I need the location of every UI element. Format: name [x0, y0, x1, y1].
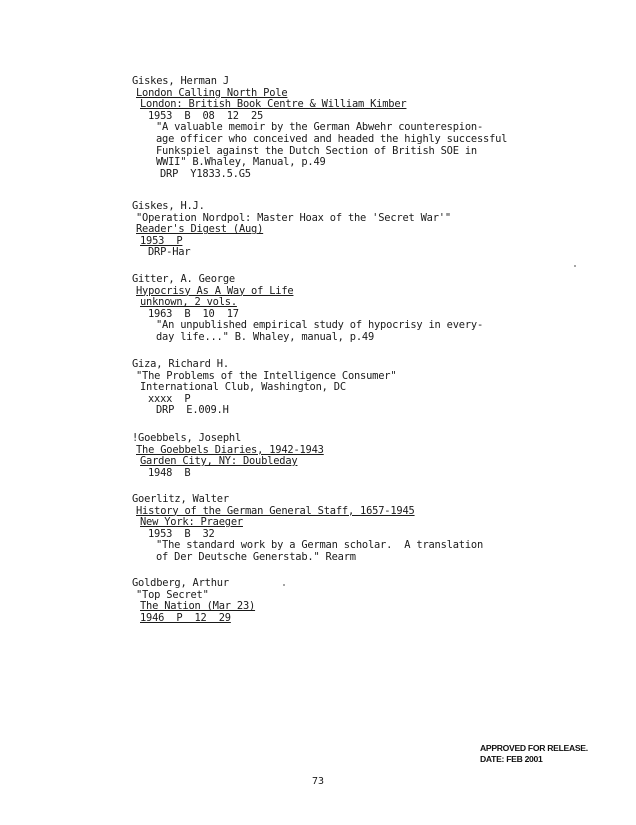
stamp-date-line: DATE: FEB 2001 [480, 754, 543, 764]
scan-speck [283, 584, 285, 586]
entry-publisher: London: British Book Centre & William Kimber [140, 98, 407, 111]
entry-source: The Nation (Mar 23) [140, 600, 256, 613]
entry-codes: 1948 B [148, 466, 191, 479]
entry-note: of Der Deutsche Generstab." Rearm [156, 550, 356, 563]
entry-codes: 1953 B 32 [148, 527, 215, 540]
entry-call-number: DRP E.009.H [156, 404, 229, 417]
stamp-approved-line: APPROVED FOR RELEASE. [480, 743, 588, 753]
entry-publisher: International Club, Washington, DC [140, 381, 346, 394]
entry-author: Giskes, H.J. [132, 200, 205, 212]
entry-title: "Top Secret" [136, 588, 209, 601]
entry-source: Reader's Digest (Aug) [136, 223, 264, 236]
entry-author: Giskes, Herman J [132, 75, 229, 87]
entry-publisher: Garden City, NY: Doubleday [140, 455, 298, 468]
entry-note: WWII" B.Whaley, Manual, p.49 [156, 156, 326, 169]
entry-title: London Calling North Pole [136, 86, 288, 99]
entry-codes: 1946 P 12 29 [140, 611, 231, 624]
bibliography-entry [132, 433, 612, 479]
entry-codes: 1953 B 08 12 25 [148, 109, 264, 122]
entry-title: Hypocrisy As A Way of Life [136, 284, 294, 297]
entry-title: The Goebbels Diaries, 1942-1943 [136, 443, 324, 456]
entry-codes: 1953 P [140, 234, 183, 247]
release-stamp [480, 743, 588, 765]
entry-codes: xxxx P [148, 392, 191, 405]
entry-note: "The standard work by a German scholar. A translation [156, 539, 484, 552]
entry-author: Giza, Richard H. [132, 358, 229, 370]
bibliography-entry [132, 494, 612, 564]
bibliography-entry [132, 359, 612, 417]
entry-codes: 1963 B 10 17 [148, 307, 239, 320]
page-number: 73 [311, 776, 325, 787]
bibliography-entry [132, 201, 612, 259]
entry-author: Goldberg, Arthur [132, 577, 229, 589]
entry-author: Gitter, A. George [132, 273, 235, 285]
entry-publisher: New York: Praeger [140, 516, 243, 529]
scan-speck [574, 265, 576, 267]
entry-note: "A valuable memoir by the German Abwehr counterespion- [156, 121, 484, 134]
entry-note: "An unpublished empirical study of hypocrisy in every- [156, 319, 484, 332]
bibliography-entry [132, 274, 612, 344]
entry-note: age officer who conceived and headed the highly successful [156, 132, 508, 145]
bibliography-entry [132, 76, 612, 180]
entry-call-number: DRP-Har [148, 246, 191, 259]
entry-note: day life..." B. Whaley, manual, p.49 [156, 330, 375, 343]
entry-call-number: DRP Y1833.5.G5 [160, 167, 251, 180]
entry-publisher: unknown, 2 vols. [140, 296, 237, 309]
entry-title: "Operation Nordpol: Master Hoax of the 'Secret War'" [136, 211, 451, 224]
entry-title: "The Problems of the Intelligence Consumer" [136, 369, 397, 382]
entry-title: History of the German General Staff, 1657-1945 [136, 504, 415, 517]
bibliography-entry [132, 578, 612, 624]
entry-note: Funkspiel against the Dutch Section of British SOE in [156, 144, 477, 157]
entry-author: !Goebbels, Josephl [132, 432, 242, 444]
entry-author: Goerlitz, Walter [132, 493, 229, 505]
